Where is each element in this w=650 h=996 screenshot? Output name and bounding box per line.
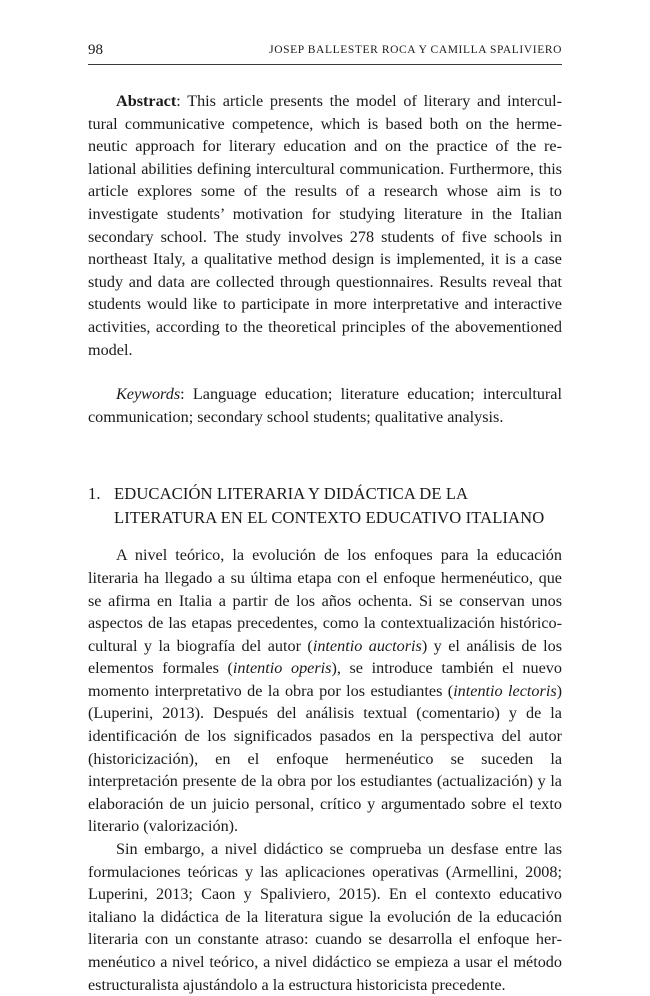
italic-term: intentio lectoris xyxy=(453,681,557,700)
section-heading xyxy=(88,482,562,530)
abstract-text: : This article presents the model of literary and intercultural communicative competence, which is based both on the hermeneutic approach for literary education and on the practice of the relational abilities defining intercultural communication. Furthermore, this article explores some of the results of a research whose aim is to investigate students’ motivation for studying literature in the Italian secondary school. The study involves 278 students of five schools in northeast Italy, a qualitative method design is implemented, it is a case study and data are collected through questionnaires. Results reveal that students would like to participate in more interpretative and interactive activities, according to the theoretical principles of the abovementioned model. xyxy=(88,92,562,359)
abstract-label: Abstract xyxy=(116,92,177,110)
body-paragraph-1 xyxy=(88,544,562,838)
page-header xyxy=(88,40,562,65)
keywords-text: : Language education; literature education; intercultural communication; secondary school students; qualitative analysis. xyxy=(88,385,562,426)
page-content xyxy=(88,90,562,996)
paragraph-text: ) y el análisis de los elementos formales ( xyxy=(88,636,563,678)
abstract-paragraph xyxy=(88,90,562,361)
italic-term: intentio operis xyxy=(232,659,332,678)
keywords-paragraph xyxy=(88,383,562,428)
paragraph-text: Sin embargo, a nivel didáctico se comprueba un desfase entre las formulaciones teóricas y las aplicaciones operativas (Armellini, 2008; Luperini, 2013; Caon y Spaliviero, 2015). En el contexto educativo italiano la didáctica de la literatura sigue la evolución de la educación literaria con un constante atraso: cuando se desarrolla el enfoque hermenéutico a nivel teórico, a nivel didáctico se empieza a usar el método estructuralista ajustándolo a la estructura historicista precedente. xyxy=(88,840,562,994)
running-head: JOSEP BALLESTER ROCA Y CAMILLA SPALIVIERO xyxy=(269,44,562,56)
section-title: EDUCACIÓN LITERARIA Y DIDÁCTICA DE LA LITERATURA EN EL CONTEXTO EDUCATIVO ITALIANO xyxy=(114,484,545,528)
keywords-label: Keywords xyxy=(116,385,181,404)
body-paragraph-2 xyxy=(88,838,562,996)
page-number: 98 xyxy=(88,42,103,58)
paragraph-text: ), se introduce también el nuevo momento interpretativo de la obra por los estudiantes ( xyxy=(88,659,562,700)
spacer xyxy=(88,361,562,383)
section-number: 1. xyxy=(88,484,101,504)
paragraph-text: A nivel teórico, la evolución de los enfoques para la educación literaria ha llegado a su última etapa con el enfoque hermenéutico, que se afirma en Italia a partir de los años ochenta. Si se conservan unos aspectos de las etapas precedentes, como la contextualización histórico-cultural y la biografía del autor ( xyxy=(88,546,562,655)
italic-term: intentio auctoris xyxy=(312,636,422,655)
paragraph-text: ) (Luperini, 2013). Después del análisis textual (comentario) y de la identificación de los significados pasados en la perspectiva del autor (historicización), en el enfoque hermenéutico se suceden la interpretación presente de la obra por los estudiantes (actualización) y la elaboración de un juicio personal, crítico y argumentado sobre el texto literario (valorización). xyxy=(88,681,563,836)
